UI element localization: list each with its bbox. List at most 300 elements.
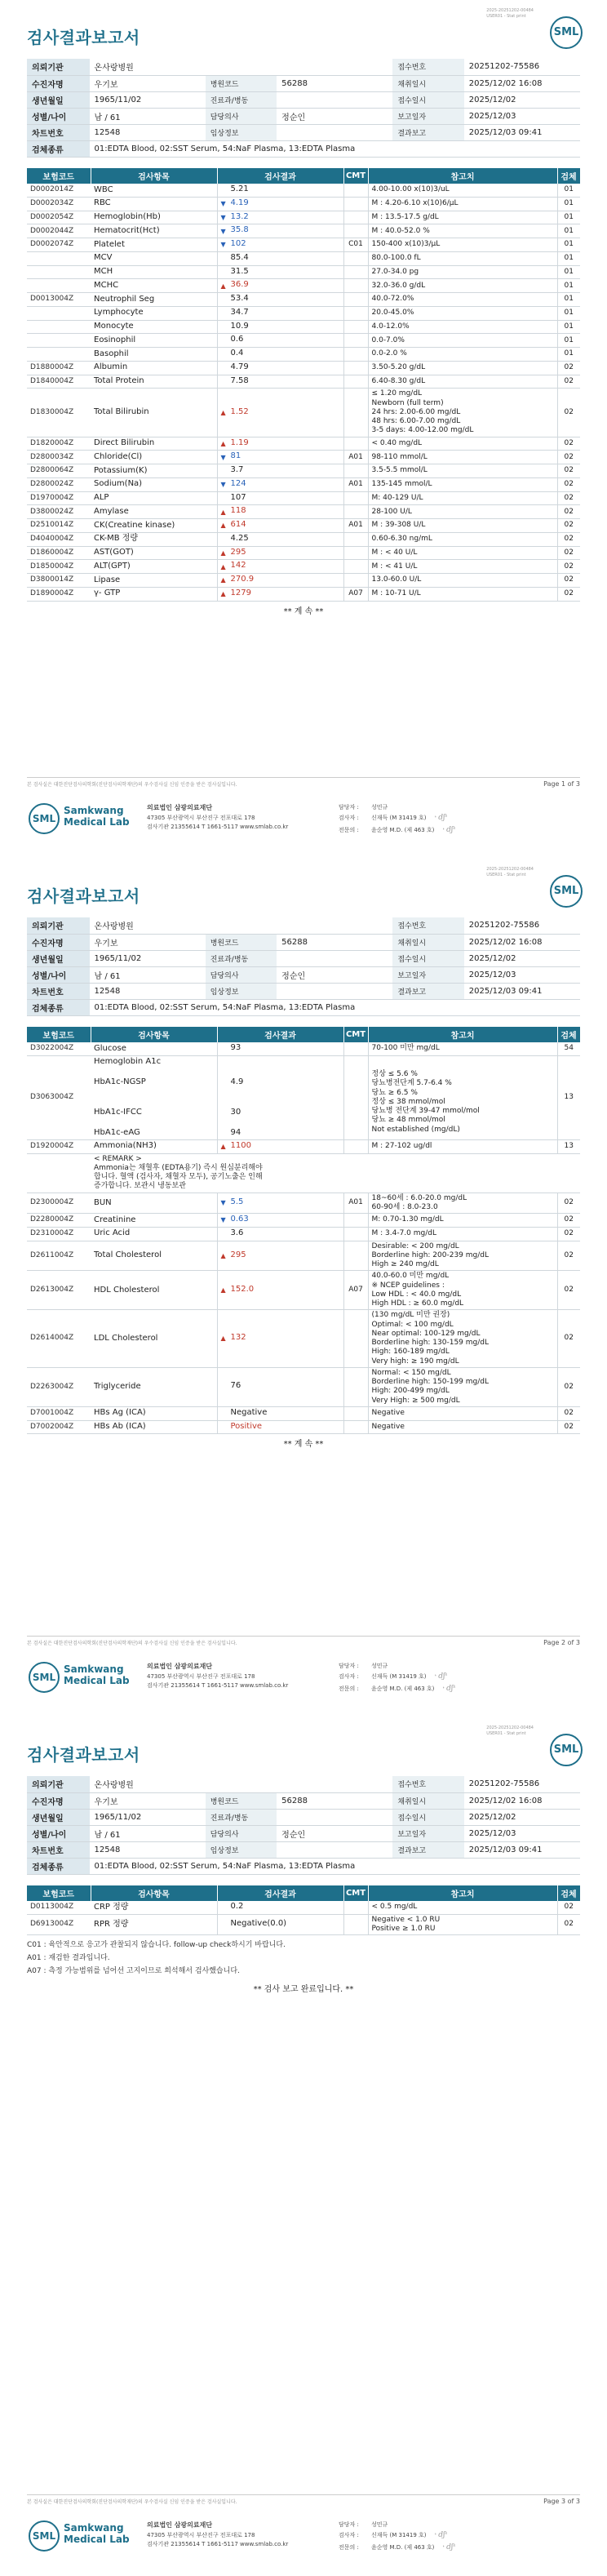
signature-label: 검사자 : bbox=[339, 2532, 359, 2539]
test-item: HDL Cholesterol bbox=[91, 1271, 217, 1310]
signature-line bbox=[339, 2542, 455, 2553]
table-row bbox=[27, 1042, 580, 1055]
test-result bbox=[217, 1055, 343, 1139]
comment-code bbox=[343, 574, 368, 588]
info-row bbox=[27, 950, 580, 966]
comment-code bbox=[343, 560, 368, 574]
comment-code: A01 bbox=[343, 519, 368, 533]
table-row bbox=[27, 587, 580, 601]
test-result bbox=[217, 587, 343, 601]
info-value: 2025/12/02 16:08 bbox=[464, 1792, 580, 1809]
result-value: 132 bbox=[230, 1333, 246, 1343]
comment-code bbox=[343, 1227, 368, 1241]
high-arrow-icon: ▲ bbox=[220, 1335, 226, 1343]
result-value: 102 bbox=[230, 239, 246, 248]
comment-code bbox=[343, 251, 368, 265]
info-label: 검체종류 bbox=[27, 999, 90, 1015]
info-value: 01:EDTA Blood, 02:SST Serum, 54:NaF Plasma, 13:EDTA Plasma bbox=[90, 999, 580, 1015]
table-row bbox=[27, 293, 580, 307]
comment-code bbox=[343, 279, 368, 293]
test-item: Uric Acid bbox=[91, 1227, 217, 1241]
comment-code bbox=[343, 1042, 368, 1055]
info-label: 결과보고 bbox=[392, 124, 463, 140]
test-item: Hematocrit(Hct) bbox=[91, 224, 217, 238]
info-row bbox=[27, 934, 580, 950]
handwritten-signature: ㆍdʃˢ bbox=[431, 2531, 448, 2540]
signature-label: 담당자 : bbox=[339, 1663, 359, 1669]
info-spacer bbox=[206, 59, 393, 75]
result-value: Positive bbox=[230, 1421, 263, 1431]
test-result bbox=[217, 1139, 343, 1153]
info-value: 2025/12/02 16:08 bbox=[464, 75, 580, 91]
signature-label: 검사자 : bbox=[339, 1673, 359, 1681]
info-spacer bbox=[206, 1776, 393, 1792]
page-footer bbox=[0, 769, 607, 859]
high-arrow-icon: ▲ bbox=[220, 576, 226, 584]
signature-label: 담당자 : bbox=[339, 804, 359, 811]
info-label: 결과보고 bbox=[392, 1841, 463, 1858]
specimen-code: 01 bbox=[557, 251, 580, 265]
logo-line: Medical Lab bbox=[64, 2534, 130, 2546]
info-label: 보고일자 bbox=[392, 966, 463, 983]
result-value: 1279 bbox=[230, 588, 251, 597]
insurance-code: D4040004Z bbox=[27, 532, 91, 546]
column-header: 검체 bbox=[557, 1885, 580, 1901]
info-value: 온사랑병원 bbox=[90, 1776, 206, 1792]
insurance-code: D1860004Z bbox=[27, 546, 91, 560]
column-header: CMT bbox=[343, 1885, 368, 1901]
reference-range: M : 3.4-7.0 mg/dL bbox=[368, 1227, 557, 1241]
reference-range: 0.60-6.30 ng/mL bbox=[368, 532, 557, 546]
column-header: 보험코드 bbox=[27, 1885, 91, 1901]
reference-range: 27.0-34.0 pg bbox=[368, 265, 557, 279]
reference-range: 98-110 mmol/L bbox=[368, 451, 557, 464]
info-value: 2025/12/02 bbox=[464, 91, 580, 108]
info-label: 담당의사 bbox=[206, 966, 277, 983]
info-label: 보고일자 bbox=[392, 1825, 463, 1841]
low-arrow-icon: ▼ bbox=[220, 481, 226, 488]
info-value: 2025/12/03 09:41 bbox=[464, 124, 580, 140]
column-header: 검사결과 bbox=[217, 1885, 343, 1901]
test-item: Amylase bbox=[91, 505, 217, 519]
results-table bbox=[27, 168, 581, 602]
result-value: Negative bbox=[230, 1407, 268, 1417]
info-value: 20251202-75586 bbox=[464, 1776, 580, 1792]
info-value: 정순인 bbox=[277, 108, 392, 124]
test-item: BUN bbox=[91, 1193, 217, 1214]
info-value: 남 / 61 bbox=[90, 108, 206, 124]
insurance-code: D0002054Z bbox=[27, 211, 91, 224]
insurance-code bbox=[27, 306, 91, 320]
low-arrow-icon: ▼ bbox=[220, 241, 226, 249]
info-value: 2025/12/02 bbox=[464, 950, 580, 966]
comment-code bbox=[343, 361, 368, 375]
insurance-code: D2614004Z bbox=[27, 1310, 91, 1368]
high-arrow-icon: ▲ bbox=[220, 508, 226, 516]
table-row bbox=[27, 1901, 580, 1914]
info-value: 20251202-75586 bbox=[464, 917, 580, 934]
sml-badge-icon: SML bbox=[550, 1734, 583, 1766]
reference-range: M : < 40 U/L bbox=[368, 546, 557, 560]
insurance-code: D2510014Z bbox=[27, 519, 91, 533]
specimen-code: 13 bbox=[557, 1055, 580, 1139]
remark-text: < REMARK > Ammonia는 채혈후 (EDTA용기) 즉시 원심분리해야 합니다. 혈액 (검사자, 채혈자 모두), 공기노출은 인해 증가합니다. 보관시 냉동보관 bbox=[91, 1153, 580, 1193]
comment-code bbox=[343, 1310, 368, 1368]
logo-line: Samkwang bbox=[64, 2522, 124, 2534]
high-arrow-icon: ▲ bbox=[220, 522, 226, 530]
report-title: 검사결과보고서 bbox=[27, 886, 140, 906]
info-value: 1965/11/02 bbox=[90, 950, 206, 966]
lab-contact: 검사기관 21355614 T 1661-5117 www.smlab.co.kr bbox=[147, 1681, 289, 1689]
info-row bbox=[27, 1841, 580, 1858]
signature-label: 전문의 : bbox=[339, 1685, 359, 1692]
column-header: 검사결과 bbox=[217, 168, 343, 184]
comment-note: A07 : 측정 가능범위를 넘어선 고지이므로 희석해서 검사했습니다. bbox=[27, 1967, 240, 1976]
test-result bbox=[217, 560, 343, 574]
reference-range: M: 0.70-1.30 mg/dL bbox=[368, 1214, 557, 1228]
comment-code bbox=[343, 532, 368, 546]
result-value: 4.19 bbox=[230, 198, 249, 207]
test-item: MCHC bbox=[91, 279, 217, 293]
reference-range: (130 mg/dL 미만 권장) Optimal: < 100 mg/dL Near optimal: 100-129 mg/dL Borderline high: 130-159 mg/dL High: 160-189 mg/dL Very high: ≥ 190 mg/dL bbox=[368, 1310, 557, 1368]
info-label: 성별/나이 bbox=[27, 108, 90, 124]
result-value: 34.7 bbox=[230, 307, 249, 317]
info-value: 2025/12/03 bbox=[464, 108, 580, 124]
reference-range: M : 4.20-6.10 x(10)6/μL bbox=[368, 197, 557, 211]
info-label: 결과보고 bbox=[392, 983, 463, 999]
insurance-code: D2800034Z bbox=[27, 451, 91, 464]
insurance-code: D1820004Z bbox=[27, 437, 91, 451]
signature-name: 신재득 (M 31419 호) bbox=[371, 2532, 427, 2539]
test-result bbox=[217, 238, 343, 252]
test-result bbox=[217, 1271, 343, 1310]
info-row bbox=[27, 966, 580, 983]
specimen-code: 01 bbox=[557, 348, 580, 362]
signature-line bbox=[339, 2520, 455, 2529]
test-result bbox=[217, 1914, 343, 1935]
comment-code bbox=[343, 265, 368, 279]
test-result bbox=[217, 464, 343, 478]
test-item: Monocyte bbox=[91, 320, 217, 334]
info-value: 20251202-75586 bbox=[464, 59, 580, 75]
insurance-code: D6913004Z bbox=[27, 1914, 91, 1935]
test-result bbox=[217, 1901, 343, 1914]
patient-info-table bbox=[27, 917, 580, 1016]
info-value: 12548 bbox=[90, 983, 206, 999]
test-result bbox=[217, 293, 343, 307]
reference-range: Negative bbox=[368, 1406, 557, 1420]
high-arrow-icon: ▲ bbox=[220, 1143, 226, 1150]
specimen-code: 02 bbox=[557, 532, 580, 546]
lab-contact: 검사기관 21355614 T 1661-5117 www.smlab.co.kr bbox=[147, 823, 289, 830]
insurance-code: D2280004Z bbox=[27, 1214, 91, 1228]
reference-range: 정상 ≤ 5.6 % 당뇨병전단계 5.7-6.4 % 당뇨 ≥ 6.5 % 정상 ≤ 38 mmol/mol 당뇨병 전단계 39-47 mmol/mol 당뇨 ≥ 48 mmol/mol Not established (mg/dL) bbox=[368, 1055, 557, 1139]
insurance-code: D2800064Z bbox=[27, 464, 91, 478]
report-title: 검사결과보고서 bbox=[27, 1745, 140, 1765]
reference-range: < 0.40 mg/dL bbox=[368, 437, 557, 451]
specimen-code: 02 bbox=[557, 519, 580, 533]
column-header: CMT bbox=[343, 1027, 368, 1042]
test-result bbox=[217, 348, 343, 362]
table-row bbox=[27, 532, 580, 546]
info-value: 정순인 bbox=[277, 966, 392, 983]
specimen-code: 02 bbox=[557, 1406, 580, 1420]
print-meta-line: USER01 - Stat print bbox=[486, 14, 526, 19]
info-label: 접수번호 bbox=[392, 1776, 463, 1792]
test-result bbox=[217, 1310, 343, 1368]
report-page bbox=[0, 1717, 607, 2576]
reference-range: 3.50-5.20 g/dL bbox=[368, 361, 557, 375]
low-arrow-icon: ▼ bbox=[220, 227, 226, 235]
specimen-code: 02 bbox=[557, 361, 580, 375]
signature-name: 신재득 (M 31419 호) bbox=[371, 1673, 427, 1681]
results-header bbox=[27, 168, 580, 184]
test-item: ALT(GPT) bbox=[91, 560, 217, 574]
insurance-code: D1840004Z bbox=[27, 375, 91, 389]
info-label: 수진자명 bbox=[27, 75, 90, 91]
comment-code: A01 bbox=[343, 1193, 368, 1214]
info-row bbox=[27, 75, 580, 91]
specimen-code: 01 bbox=[557, 293, 580, 307]
info-value bbox=[277, 91, 392, 108]
table-row bbox=[27, 361, 580, 375]
results-table bbox=[27, 1885, 581, 1935]
result-value: 1.52 bbox=[230, 406, 249, 416]
specimen-code: 54 bbox=[557, 1042, 580, 1055]
info-value: 01:EDTA Blood, 02:SST Serum, 54:NaF Plasma, 13:EDTA Plasma bbox=[90, 1858, 580, 1874]
test-item: Lymphocyte bbox=[91, 306, 217, 320]
comment-code bbox=[343, 184, 368, 197]
continuation-text: ** 검사 보고 완료입니다. ** bbox=[253, 1985, 354, 1994]
test-item: Basophil bbox=[91, 348, 217, 362]
insurance-code: D7001004Z bbox=[27, 1406, 91, 1420]
specimen-code: 02 bbox=[557, 375, 580, 389]
info-value: 12548 bbox=[90, 1841, 206, 1858]
continuation-text: ** 계 속 ** bbox=[283, 607, 324, 616]
specimen-code: 01 bbox=[557, 306, 580, 320]
info-value: 온사랑병원 bbox=[90, 917, 206, 934]
comment-code bbox=[343, 1420, 368, 1434]
reference-range: 80.0-100.0 fL bbox=[368, 251, 557, 265]
reference-range: 0.0-2.0 % bbox=[368, 348, 557, 362]
reference-range: 70-100 미만 mg/dL bbox=[368, 1042, 557, 1055]
specimen-code: 02 bbox=[557, 1310, 580, 1368]
info-value: 우기보 bbox=[90, 934, 206, 950]
info-value: 56288 bbox=[277, 1792, 392, 1809]
test-result bbox=[217, 197, 343, 211]
print-meta-line: USER01 - Stat print bbox=[486, 1731, 526, 1736]
result-value: 81 bbox=[230, 451, 241, 461]
table-row bbox=[27, 477, 580, 491]
comment-code bbox=[343, 1406, 368, 1420]
test-item: WBC bbox=[91, 184, 217, 197]
table-row bbox=[27, 1214, 580, 1228]
insurance-code: D2613004Z bbox=[27, 1271, 91, 1310]
info-label: 접수일시 bbox=[392, 91, 463, 108]
test-result bbox=[217, 574, 343, 588]
reference-range: Negative < 1.0 RU Positive ≥ 1.0 RU bbox=[368, 1914, 557, 1935]
specimen-code: 01 bbox=[557, 265, 580, 279]
comment-code: A07 bbox=[343, 1271, 368, 1310]
specimen-code: 02 bbox=[557, 1271, 580, 1310]
info-value: 01:EDTA Blood, 02:SST Serum, 54:NaF Plasma, 13:EDTA Plasma bbox=[90, 140, 580, 157]
info-label: 임상정보 bbox=[206, 124, 277, 140]
column-header: 검사항목 bbox=[91, 1027, 217, 1042]
info-label: 차트번호 bbox=[27, 983, 90, 999]
print-meta bbox=[486, 867, 534, 878]
info-row-specimen bbox=[27, 140, 580, 157]
test-result bbox=[217, 389, 343, 437]
reference-range: M : 39-308 U/L bbox=[368, 519, 557, 533]
print-meta-line: 2025-20251202-00484 bbox=[486, 8, 534, 13]
info-label: 검체종류 bbox=[27, 1858, 90, 1874]
specimen-code: 01 bbox=[557, 184, 580, 197]
column-header: 참고치 bbox=[368, 1027, 557, 1042]
test-result bbox=[217, 477, 343, 491]
table-row bbox=[27, 1367, 580, 1406]
insurance-code bbox=[27, 348, 91, 362]
test-item: γ- GTP bbox=[91, 587, 217, 601]
test-result bbox=[217, 1406, 343, 1420]
signature-line bbox=[339, 812, 455, 824]
info-label: 검체종류 bbox=[27, 140, 90, 157]
footer-disclaimer: 본 검사실은 대한진단검사의학회(진단검사의학재단)의 우수검사실 신임 인증을 받은 검사실입니다. bbox=[27, 2499, 237, 2505]
comment-notes bbox=[27, 1939, 286, 1979]
test-item: Hemoglobin(Hb) bbox=[91, 211, 217, 224]
column-header: 보험코드 bbox=[27, 168, 91, 184]
logo-line: Medical Lab bbox=[64, 816, 130, 828]
info-value bbox=[277, 124, 392, 140]
info-label: 접수번호 bbox=[392, 59, 463, 75]
specimen-code: 01 bbox=[557, 238, 580, 252]
result-value: 107 bbox=[230, 492, 246, 502]
reference-range: 135-145 mmol/L bbox=[368, 477, 557, 491]
test-result bbox=[217, 1193, 343, 1214]
table-row bbox=[27, 437, 580, 451]
test-result bbox=[217, 532, 343, 546]
reference-range: 28-100 U/L bbox=[368, 505, 557, 519]
reference-range: M : 13.5-17.5 g/dL bbox=[368, 211, 557, 224]
result-value: 85.4 bbox=[230, 252, 249, 262]
table-row bbox=[27, 306, 580, 320]
info-label: 보고일자 bbox=[392, 108, 463, 124]
result-value: 1.19 bbox=[230, 437, 249, 447]
info-label: 병원코드 bbox=[206, 75, 277, 91]
specimen-code: 13 bbox=[557, 1139, 580, 1153]
info-label: 수진자명 bbox=[27, 1792, 90, 1809]
test-result bbox=[217, 375, 343, 389]
info-value: 2025/12/03 bbox=[464, 966, 580, 983]
test-item: Neutrophil Seg bbox=[91, 293, 217, 307]
lab-info bbox=[147, 2520, 288, 2549]
info-value: 2025/12/03 09:41 bbox=[464, 983, 580, 999]
reference-range: 150-400 x(10)3/μL bbox=[368, 238, 557, 252]
page-number: Page 3 of 3 bbox=[543, 2498, 580, 2505]
test-result bbox=[217, 437, 343, 451]
patient-info-table bbox=[27, 1776, 580, 1875]
info-label: 생년월일 bbox=[27, 91, 90, 108]
lab-name: 의료법인 삼광의료재단 bbox=[147, 804, 213, 811]
info-row-specimen bbox=[27, 999, 580, 1015]
table-row bbox=[27, 505, 580, 519]
info-label: 성별/나이 bbox=[27, 1825, 90, 1841]
info-label: 임상정보 bbox=[206, 1841, 277, 1858]
table-row bbox=[27, 1420, 580, 1434]
specimen-code: 01 bbox=[557, 197, 580, 211]
comment-code: C01 bbox=[343, 238, 368, 252]
info-value: 2025/12/02 16:08 bbox=[464, 934, 580, 950]
insurance-code: D2800024Z bbox=[27, 477, 91, 491]
insurance-code: D3063004Z bbox=[27, 1055, 91, 1139]
result-value: 0.4 bbox=[230, 349, 244, 358]
test-item: Total Cholesterol bbox=[91, 1241, 217, 1271]
specimen-code: 01 bbox=[557, 224, 580, 238]
low-arrow-icon: ▼ bbox=[220, 1216, 226, 1224]
reference-range: 40.0-60.0 미만 mg/dL ※ NCEP guidelines : Low HDL : < 40.0 mg/dL High HDL : ≥ 60.0 mg/dL bbox=[368, 1271, 557, 1310]
table-row bbox=[27, 1914, 580, 1935]
test-result bbox=[217, 1420, 343, 1434]
test-item: CRP 정량 bbox=[91, 1901, 217, 1914]
info-row bbox=[27, 1792, 580, 1809]
sml-logo-icon: SML bbox=[29, 1662, 60, 1693]
lab-address: 47305 부산광역시 부산진구 전포대로 178 bbox=[147, 814, 255, 821]
reference-range: Negative bbox=[368, 1420, 557, 1434]
footer-divider bbox=[27, 2494, 580, 2495]
test-result bbox=[217, 1042, 343, 1055]
reference-range: 6.40-8.30 g/dL bbox=[368, 375, 557, 389]
specimen-code: 02 bbox=[557, 1227, 580, 1241]
insurance-code: D3800014Z bbox=[27, 574, 91, 588]
lab-info bbox=[147, 803, 288, 832]
test-result bbox=[217, 1241, 343, 1271]
comment-code bbox=[343, 1055, 368, 1139]
table-row bbox=[27, 348, 580, 362]
signature-label: 전문의 : bbox=[339, 826, 359, 833]
result-value: 142 bbox=[230, 561, 246, 571]
result-value: 35.8 bbox=[230, 225, 249, 235]
column-header: 검사항목 bbox=[91, 1885, 217, 1901]
specimen-code: 02 bbox=[557, 574, 580, 588]
high-arrow-icon: ▲ bbox=[220, 1286, 226, 1295]
insurance-code bbox=[27, 279, 91, 293]
test-item: MCH bbox=[91, 265, 217, 279]
signature-name: 성민규 bbox=[371, 2521, 388, 2528]
signature-line bbox=[339, 2529, 455, 2541]
signature-line bbox=[339, 824, 455, 836]
info-row bbox=[27, 1825, 580, 1841]
footer-disclaimer: 본 검사실은 대한진단검사의학회(진단검사의학재단)의 우수검사실 신임 인증을 받은 검사실입니다. bbox=[27, 782, 237, 788]
result-value: 36.9 bbox=[230, 280, 249, 290]
continuation-text: ** 계 속 ** bbox=[283, 1440, 324, 1449]
test-result bbox=[217, 519, 343, 533]
info-label: 의뢰기관 bbox=[27, 59, 90, 75]
result-value: 1100 bbox=[230, 1140, 251, 1150]
signature-name: 성민규 bbox=[371, 804, 388, 811]
footer-divider bbox=[27, 1636, 580, 1637]
column-header: 검체 bbox=[557, 1027, 580, 1042]
high-arrow-icon: ▲ bbox=[220, 408, 226, 416]
info-label: 차트번호 bbox=[27, 1841, 90, 1858]
high-arrow-icon: ▲ bbox=[220, 439, 226, 447]
result-value: 0.63 bbox=[230, 1215, 249, 1224]
table-row bbox=[27, 334, 580, 348]
result-value: 76 bbox=[230, 1381, 241, 1391]
results-header bbox=[27, 1027, 580, 1042]
signature-name: 성민규 bbox=[371, 1663, 388, 1669]
print-meta bbox=[486, 8, 534, 20]
result-value: 295 bbox=[230, 1250, 246, 1259]
lab-name: 의료법인 삼광의료재단 bbox=[147, 1663, 213, 1670]
